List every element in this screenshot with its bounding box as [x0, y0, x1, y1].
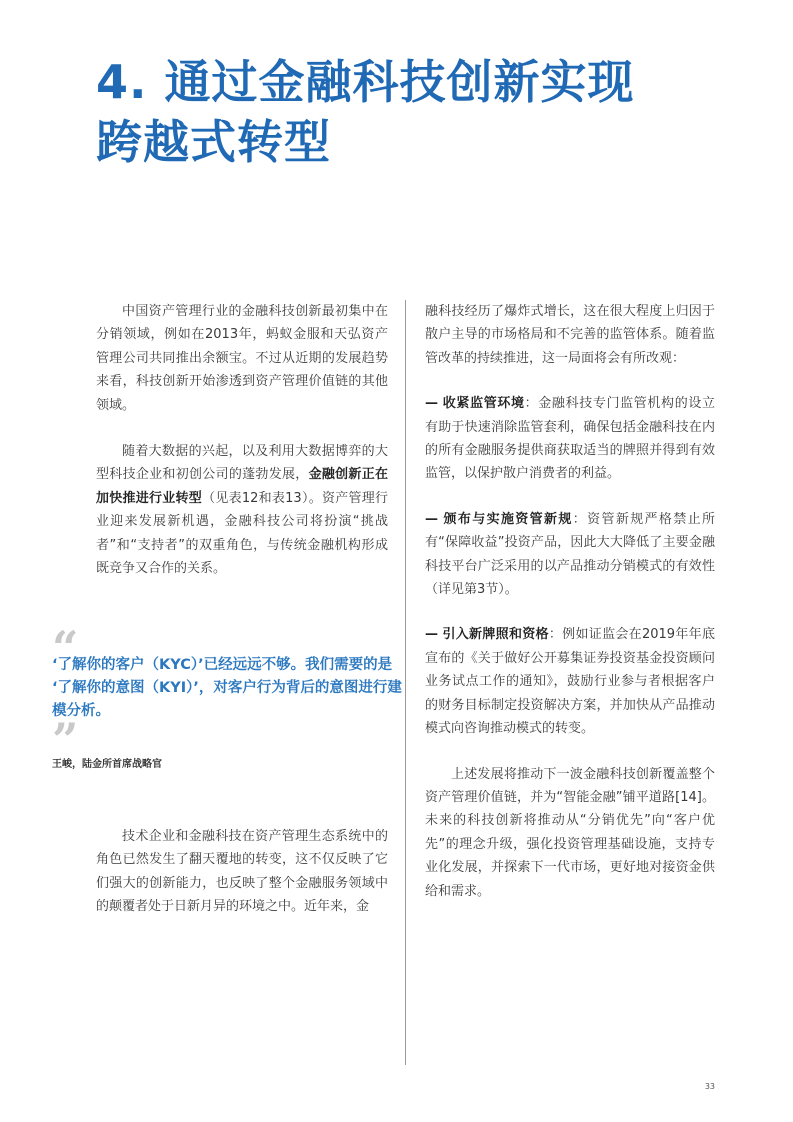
bullet-label: 收紧监管环境 [442, 396, 525, 412]
page-title [96, 52, 736, 172]
bullet-label: 颁布与实施资管新规 [443, 511, 573, 527]
column-divider [405, 300, 406, 1065]
page-number: 33 [704, 1082, 715, 1091]
bullet-item [425, 392, 715, 486]
pull-quote [52, 654, 402, 723]
dash-icon: — [425, 511, 438, 527]
bullet-text: ：金融科技专门监管机构的设立有助于快速消除监管套利，确保包括金融科技在内的所有金融服务提供商获取适当的牌照并得到有效监管，以保护散户消费者的利益。 [425, 396, 715, 482]
left-column-top [96, 300, 388, 580]
paragraph-3: 技术企业和金融科技在资产管理生态系统中的角色已然发生了翻天覆地的转变，这不仅反映了它们强大的创新能力，也反映了整个金融服务领域中的颠覆者处于日新月异的环境之中。近年来，金 [96, 829, 388, 915]
right-paragraph-2: 上述发展将推动下一波金融科技创新覆盖整个资产管理价值链，并为“智能金融”铺平道路[14]。未来的科技创新将推动从“分销优先”向“客户优先”的理念升级，强化投资管理基础设施，支持专业化发展，并探索下一代市场，更好地对接资金供给和需求。 [425, 766, 715, 899]
right-paragraph-1: 融科技经历了爆炸式增长，这在很大程度上归因于散户主导的市场格局和不完善的监管体系。随着监管改革的持续推进，这一局面将会有所改观： [425, 304, 715, 366]
bullet-text: ：例如证监会在2019年年底宣布的《关于做好公开募集证券投资基金投资顾问业务试点工作的通知》，鼓励行业参与者根据客户的财务目标制定投资解决方案，并加快从产品推动模式向咨询推动模式的转变。 [425, 627, 715, 737]
paragraph-2-text-b: （见表12和表13）。资产管理行业迎来发展新机遇，金融科技公司将扮演“挑战者”和“支持者”的双重角色，与传统金融机构形成既竞争又合作的关系。 [96, 490, 388, 577]
quote-line-2: ‘了解你的意图（KYI）’，对客户行为背后的意图进行建 [52, 680, 402, 696]
quote-line-3: 模分析。 [52, 703, 110, 719]
open-quote-icon: “ [52, 621, 79, 675]
bullet-item [425, 508, 715, 602]
title-line-2: 跨越式转型 [96, 115, 331, 169]
bullet-item [425, 623, 715, 740]
paragraph-1: 中国资产管理行业的金融科技创新最初集中在分销领域，例如在2013年，蚂蚁金服和天弘资产管理公司共同推出余额宝。不过从近期的发展趋势来看，科技创新开始渗透到资产管理价值链的其他领域。 [96, 304, 388, 413]
bullet-label: 引入新牌照和资格 [442, 627, 549, 643]
quote-author: 王峻，陆金所首席战略官 [52, 759, 162, 770]
dash-icon: — [425, 627, 438, 643]
paragraph-2-bold: 金融创新正在加快推进行业转型 [96, 467, 388, 506]
left-column-bottom [96, 825, 388, 919]
quote-line-1: ‘了解你的客户（KYC）’已经远远不够。我们需要的是 [52, 657, 393, 673]
close-quote-icon: ” [52, 713, 79, 767]
dash-icon: — [425, 396, 438, 412]
bullet-text: ：资管新规严格禁止所有“保障收益”投资产品，因此大大降低了主要金融科技平台广泛采用的以产品推动分销模式的有效性（详见第3节）。 [425, 511, 715, 598]
paragraph-2 [96, 440, 388, 580]
paragraph-2-text-a: 随着大数据的兴起，以及利用大数据博弈的大型科技企业和初创公司的蓬勃发展， [96, 444, 388, 483]
right-column [425, 300, 715, 903]
title-line-1: 4. 通过金融科技创新实现 [96, 55, 635, 109]
